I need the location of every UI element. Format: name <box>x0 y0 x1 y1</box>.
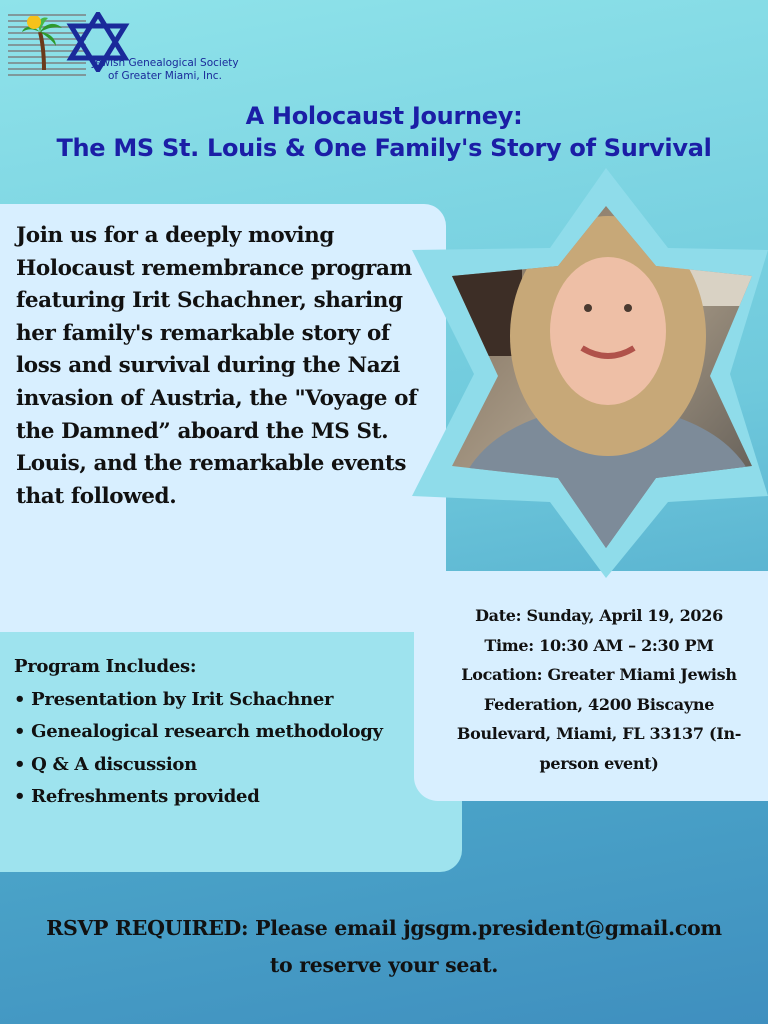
program-item: • Genealogical research methodology <box>14 716 454 749</box>
title-line-2: The MS St. Louis & One Family's Story of Survival <box>56 134 712 162</box>
program-item: • Refreshments provided <box>14 781 454 814</box>
program-section <box>14 651 454 814</box>
society-logo <box>8 10 258 85</box>
star-photo-frame <box>412 166 768 580</box>
title-line-1: A Holocaust Journey: <box>245 102 523 130</box>
program-item: • Presentation by Irit Schachner <box>14 684 454 717</box>
logo-line-1: Jewish Genealogical Society <box>92 57 239 69</box>
event-details <box>446 601 752 778</box>
logo-text <box>92 57 239 83</box>
program-heading: Program Includes: <box>14 656 197 677</box>
rsvp-line-1: RSVP REQUIRED: Please email jgsgm.president@gmail.com <box>46 916 722 940</box>
palm-tree-icon <box>22 16 66 72</box>
logo-line-2: of Greater Miami, Inc. <box>108 70 222 82</box>
event-title <box>0 100 768 164</box>
rsvp-line-2: to reserve your seat. <box>269 953 499 977</box>
event-date: Date: Sunday, April 19, 2026 <box>475 606 723 625</box>
event-time: Time: 10:30 AM – 2:30 PM <box>484 635 714 655</box>
rsvp-section <box>0 910 768 984</box>
program-item: • Q & A discussion <box>14 749 454 782</box>
event-location: Location: Greater Miami Jewish Federation, 4200 Biscayne Boulevard, Miami, FL 33137 (In-person event) <box>456 665 742 773</box>
intro-text: Join us for a deeply moving Holocaust remembrance program featuring Irit Schachner, sharing her family's remarkable story of loss and survival during the Nazi invasion of Austria, the "Voyage of the Damned” aboard the MS St. Louis, and the remarkable events that followed. <box>16 223 417 509</box>
program-list <box>14 684 454 814</box>
